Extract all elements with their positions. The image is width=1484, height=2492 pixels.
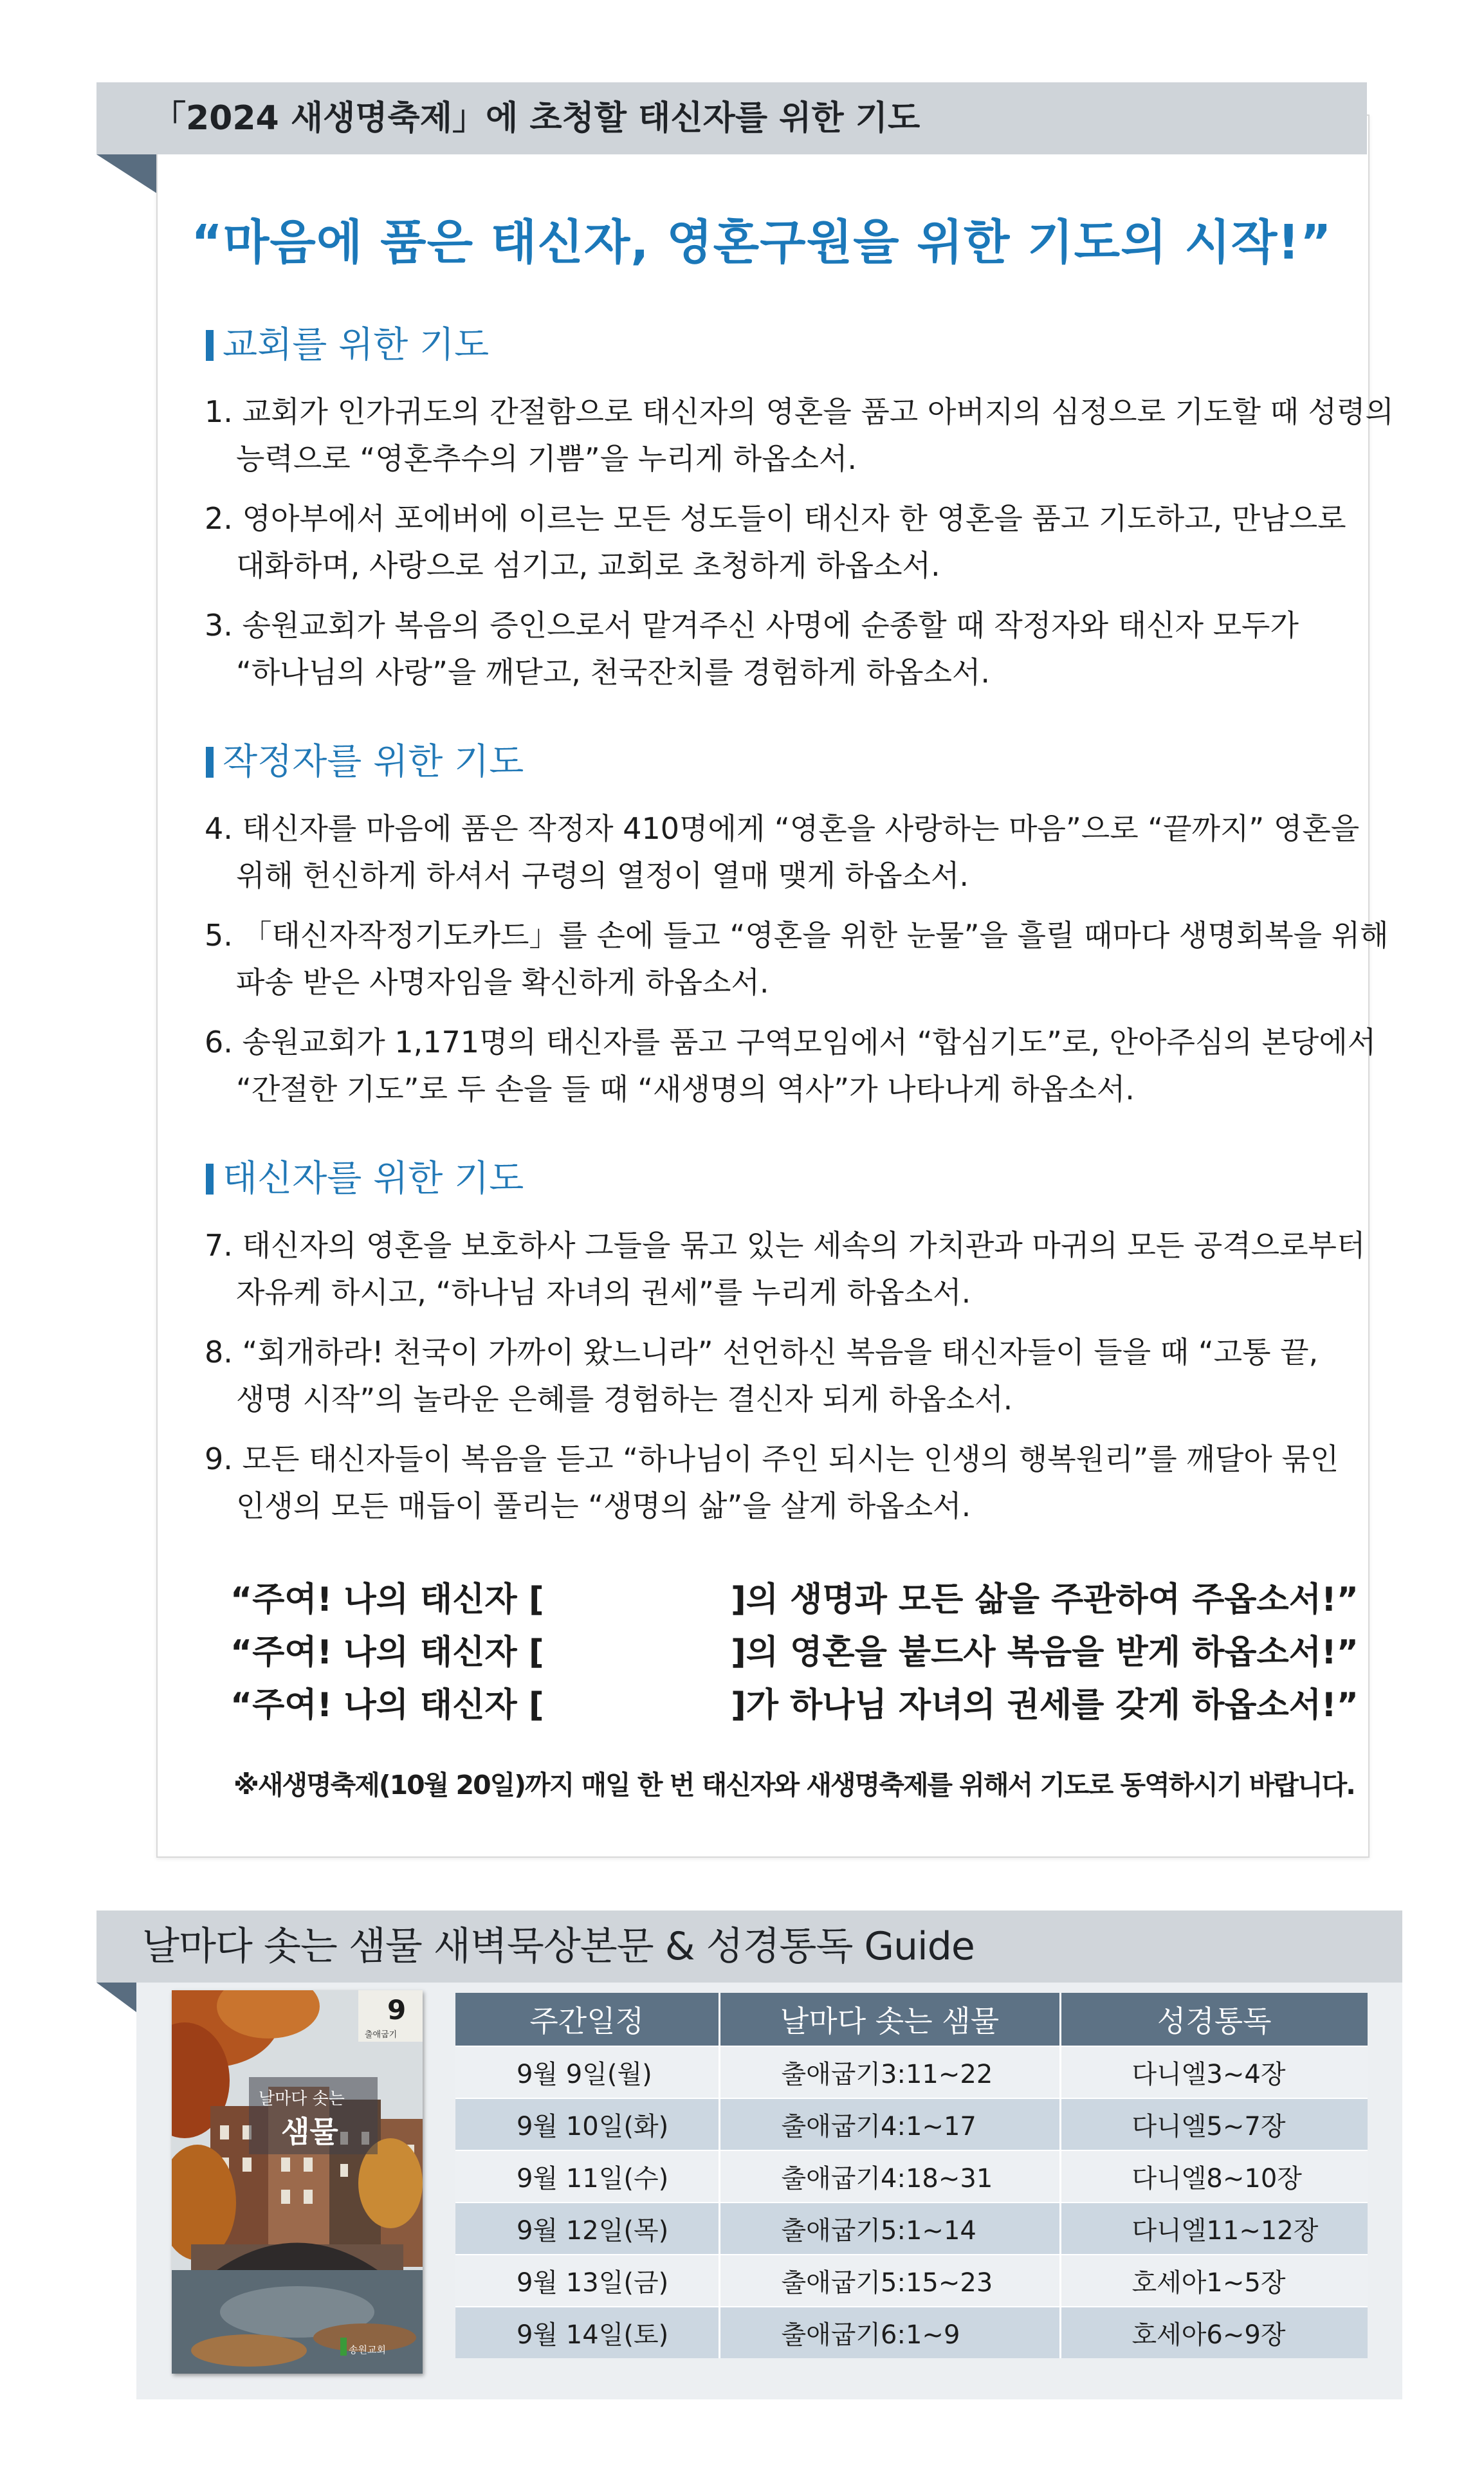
prayer-item-line: 파송 받은 사명자임을 확신하게 하옵소서.: [236, 965, 769, 1000]
declaration-prefix: “주여! 나의 태신자 [: [230, 1686, 544, 1725]
prayer-item-line: 1. 교회가 인가귀도의 간절함으로 태신자의 영혼을 품고 아버지의 심정으로 기도할 때 성령의: [205, 394, 1394, 429]
prayer-item-7: [205, 1222, 1366, 1316]
table-row: [455, 2046, 1368, 2098]
cover-big-title: 샘물: [281, 2114, 338, 2149]
prayer-item-9: [205, 1436, 1343, 1530]
prayer-item-line: “간절한 기도”로 두 손을 들 때 “새생명의 역사”가 나타나게 하옵소서.: [236, 1072, 1135, 1106]
declaration-suffix: ]의 영혼을 붙드사 복음을 받게 하옵소서!”: [731, 1633, 1359, 1672]
cell-date: 9월 13일(금): [455, 2255, 719, 2307]
section-heading-committer: [206, 733, 524, 785]
prayer-item-2: [205, 495, 1346, 589]
prayer-item-6: [205, 1019, 1377, 1113]
guide-header-fold: [96, 1983, 136, 2012]
prayer-item-4: [205, 805, 1360, 899]
cell-date: 9월 14일(토): [455, 2307, 719, 2358]
prayer-item-line: 자유케 하시고, “하나님 자녀의 권세”를 누리게 하옵소서.: [236, 1275, 971, 1310]
cell-reading: 다니엘5~7장: [1060, 2098, 1368, 2150]
prayer-item-line: 대화하며, 사랑으로 섬기고, 교회로 초청하게 하옵소서.: [236, 548, 940, 583]
cell-date: 9월 12일(목): [455, 2203, 719, 2255]
cell-devotional: 출애굽기5:15~23: [719, 2255, 1060, 2307]
prayer-item-line: 8. “회개하라! 천국이 가까이 왔느니라” 선언하신 복음을 태신자들이 들을 때 “고통 끝,: [205, 1335, 1319, 1370]
heading-bar-marker: [206, 1164, 214, 1195]
prayer-item-1: [205, 389, 1394, 482]
cell-devotional: 출애굽기3:11~22: [719, 2046, 1060, 2098]
prayer-item-3: [205, 602, 1343, 696]
section-heading-text: 작정자를 위한 기도: [223, 741, 524, 783]
cell-devotional: 출애굽기4:1~17: [719, 2098, 1060, 2150]
prayer-item-line: 3. 송원교회가 복음의 증인으로서 맡겨주신 사명에 순종할 때 작정자와 태신자 모두가: [205, 608, 1299, 643]
guide-header-title: 날마다 솟는 샘물 새벽묵상본문 & 성경통독 Guide: [142, 1924, 975, 1969]
book-cover-image: [172, 1990, 423, 2374]
prayer-item-line: 생명 시작”의 놀라운 은혜를 경험하는 결신자 되게 하옵소서.: [236, 1382, 1013, 1416]
section-heading-text: 교회를 위한 기도: [223, 324, 490, 366]
table-row: [455, 2203, 1368, 2255]
section-heading-text: 태신자를 위한 기도: [223, 1158, 524, 1200]
prayer-item-line: 위해 헌신하게 하셔서 구령의 열정이 열매 맺게 하옵소서.: [236, 858, 969, 893]
cover-issue-number: 9: [387, 1994, 407, 2026]
table-row: [455, 2255, 1368, 2307]
heading-bar-marker: [206, 330, 214, 361]
prayer-item-line: 6. 송원교회가 1,171명의 태신자를 품고 구역모임에서 “합심기도”로, 안아주심의 본당에서: [205, 1025, 1377, 1059]
declaration-row: [230, 1572, 1359, 1624]
cell-devotional: 출애굽기5:1~14: [719, 2203, 1060, 2255]
column-header-devotional: 날마다 솟는 샘물: [719, 1993, 1060, 2046]
table-row: [455, 2307, 1368, 2358]
cell-reading: 다니엘3~4장: [1060, 2046, 1368, 2098]
prayer-item-line: 2. 영아부에서 포에버에 이르는 모든 성도들이 태신자 한 영혼을 품고 기도하고, 만남으로: [205, 501, 1346, 536]
prayer-item-5: [205, 912, 1389, 1006]
declaration-row: [230, 1678, 1359, 1729]
cell-devotional: 출애굽기4:18~31: [719, 2150, 1060, 2203]
prayer-notice: ※새생명축제(10월 20일)까지 매일 한 번 태신자와 새생명축제를 위해서 기도로 동역하시기 바랍니다.: [234, 1770, 1355, 1800]
cell-reading: 호세아6~9장: [1060, 2307, 1368, 2358]
table-header-row: [455, 1993, 1368, 2046]
cell-reading: 호세아1~5장: [1060, 2255, 1368, 2307]
prayer-item-line: 9. 모든 태신자들이 복음을 듣고 “하나님이 주인 되시는 인생의 행복원리”를 깨달아 묶인: [205, 1442, 1339, 1476]
book-cover-illustration: [172, 1990, 423, 2374]
declaration-suffix: ]가 하나님 자녀의 권세를 갖게 하옵소서!”: [731, 1686, 1359, 1725]
section-heading-church: [206, 316, 489, 368]
column-header-week: 주간일정: [455, 1993, 719, 2046]
cover-issue-subtitle: 출애굽기: [365, 2030, 398, 2040]
cell-date: 9월 11일(수): [455, 2150, 719, 2203]
prayer-item-line: 능력으로 “영혼추수의 기쁨”을 누리게 하옵소서.: [236, 441, 857, 476]
reading-schedule-table: [455, 1993, 1368, 2358]
declaration-prefix: “주여! 나의 태신자 [: [230, 1580, 544, 1619]
prayer-item-line: 인생의 모든 매듭이 풀리는 “생명의 삶”을 살게 하옵소서.: [236, 1489, 971, 1523]
declaration-row: [230, 1625, 1359, 1676]
cell-devotional: 출애굽기6:1~9: [719, 2307, 1060, 2358]
prayer-item-line: 5. 「태신자작정기도카드」를 손에 들고 “영혼을 위한 눈물”을 흘릴 때마다 생명회복을 위해: [205, 918, 1389, 953]
prayer-item-line: 4. 태신자를 마음에 품은 작정자 410명에게 “영혼을 사랑하는 마음”으로 “끝까지” 영혼을: [205, 811, 1360, 846]
prayer-item-8: [205, 1329, 1343, 1423]
cell-reading: 다니엘11~12장: [1060, 2203, 1368, 2255]
heading-bar-marker: [206, 747, 214, 778]
cell-date: 9월 9일(월): [455, 2046, 719, 2098]
prayer-header-fold: [96, 154, 156, 193]
declaration-prefix: “주여! 나의 태신자 [: [230, 1633, 544, 1672]
section-heading-seeker: [206, 1150, 524, 1202]
table-row: [455, 2098, 1368, 2150]
declaration-suffix: ]의 생명과 모든 삶을 주관하여 주옵소서!”: [731, 1580, 1359, 1619]
prayer-item-line: 7. 태신자의 영혼을 보호하사 그들을 묶고 있는 세속의 가치관과 마귀의 모든 공격으로부터: [205, 1228, 1366, 1263]
cell-date: 9월 10일(화): [455, 2098, 719, 2150]
prayer-item-line: “하나님의 사랑”을 깨닫고, 천국잔치를 경험하게 하옵소서.: [236, 655, 991, 690]
table-row: [455, 2150, 1368, 2203]
cover-small-title: 날마다 솟는: [259, 2089, 345, 2109]
prayer-header-title: 「2024 새생명축제」에 초청할 태신자를 위한 기도: [152, 99, 921, 138]
cover-church-logo-text: 송원교회: [349, 2344, 386, 2356]
cell-reading: 다니엘8~10장: [1060, 2150, 1368, 2203]
main-quote: “마음에 품은 태신자, 영혼구원을 위한 기도의 시작!”: [191, 215, 1332, 270]
column-header-bible-reading: 성경통독: [1060, 1993, 1368, 2046]
